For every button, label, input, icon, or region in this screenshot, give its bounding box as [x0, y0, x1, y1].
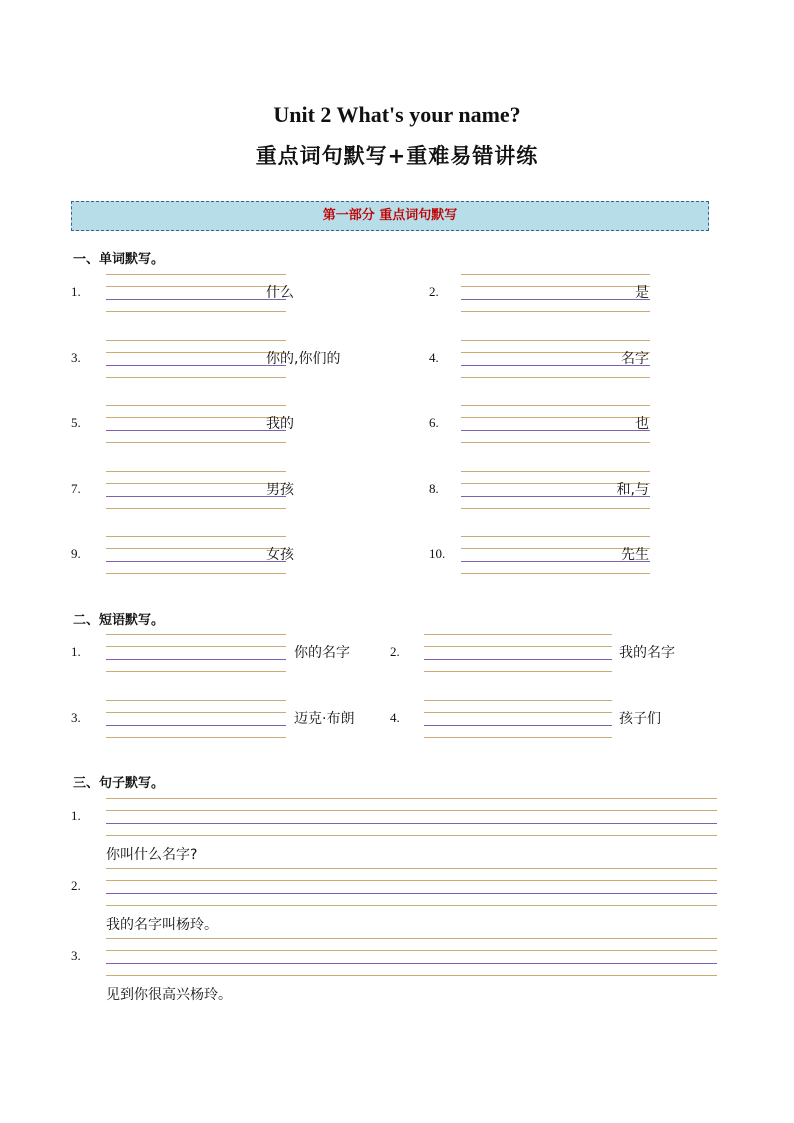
section-heading-phrases: 二、短语默写。 [73, 613, 165, 628]
word-hint: 是 [635, 285, 649, 301]
phrase-hint: 我的名字 [619, 645, 675, 661]
word-writing-lines[interactable] [106, 405, 286, 443]
word-hint: 也 [635, 416, 649, 432]
item-number: 3. [71, 709, 81, 725]
word-hint: 和,与 [616, 481, 649, 498]
item-number: 3. [71, 349, 81, 365]
word-hint: 先生 [621, 547, 649, 563]
phrase-writing-lines[interactable] [106, 634, 286, 672]
word-hint: 你的,你们的 [266, 350, 341, 367]
word-writing-lines[interactable] [106, 471, 286, 509]
phrase-hint: 孩子们 [619, 710, 661, 727]
item-number: 1. [71, 284, 81, 299]
sentence-hint: 你叫什么名字? [106, 847, 198, 863]
item-number: 10. [429, 546, 446, 561]
word-writing-lines[interactable] [461, 274, 650, 312]
item-number: 7. [71, 480, 81, 496]
item-number: 5. [71, 415, 81, 430]
phrase-hint: 迈克·布朗 [294, 710, 355, 727]
word-writing-lines[interactable] [106, 536, 286, 574]
sentence-hint: 我的名字叫杨玲。 [106, 917, 218, 933]
phrase-writing-lines[interactable] [424, 634, 612, 672]
word-writing-lines[interactable] [461, 405, 650, 443]
word-hint: 男孩 [266, 481, 294, 498]
item-number: 3. [71, 948, 81, 963]
word-writing-lines[interactable] [106, 274, 286, 312]
word-hint: 什么 [266, 285, 294, 301]
section-heading-words: 一、单词默写。 [73, 252, 165, 267]
item-number: 4. [429, 349, 439, 365]
page-title-en: Unit 2 What's your name? [273, 102, 521, 127]
item-number: 1. [71, 644, 81, 659]
item-number: 2. [71, 878, 81, 893]
phrase-writing-lines[interactable] [424, 700, 612, 738]
item-number: 4. [390, 709, 400, 725]
part-banner: 第一部分 重点词句默写 [71, 201, 709, 231]
word-hint: 名字 [621, 350, 649, 367]
phrase-writing-lines[interactable] [106, 700, 286, 738]
sentence-writing-lines[interactable] [106, 938, 717, 976]
item-number: 2. [429, 284, 439, 299]
page-title-cn: 重点词句默写+重难易错讲练 [255, 144, 539, 168]
section-heading-sentences: 三、句子默写。 [73, 776, 165, 791]
sentence-writing-lines[interactable] [106, 868, 717, 906]
item-number: 2. [390, 644, 400, 659]
item-number: 6. [429, 415, 439, 430]
phrase-hint: 你的名字 [294, 645, 350, 661]
item-number: 9. [71, 546, 81, 561]
item-number: 1. [71, 808, 81, 823]
item-number: 8. [429, 480, 439, 496]
word-hint: 我的 [266, 416, 294, 432]
word-hint: 女孩 [266, 547, 294, 563]
sentence-hint: 见到你很高兴杨玲。 [106, 987, 232, 1003]
word-writing-lines[interactable] [106, 340, 286, 378]
sentence-writing-lines[interactable] [106, 798, 717, 836]
